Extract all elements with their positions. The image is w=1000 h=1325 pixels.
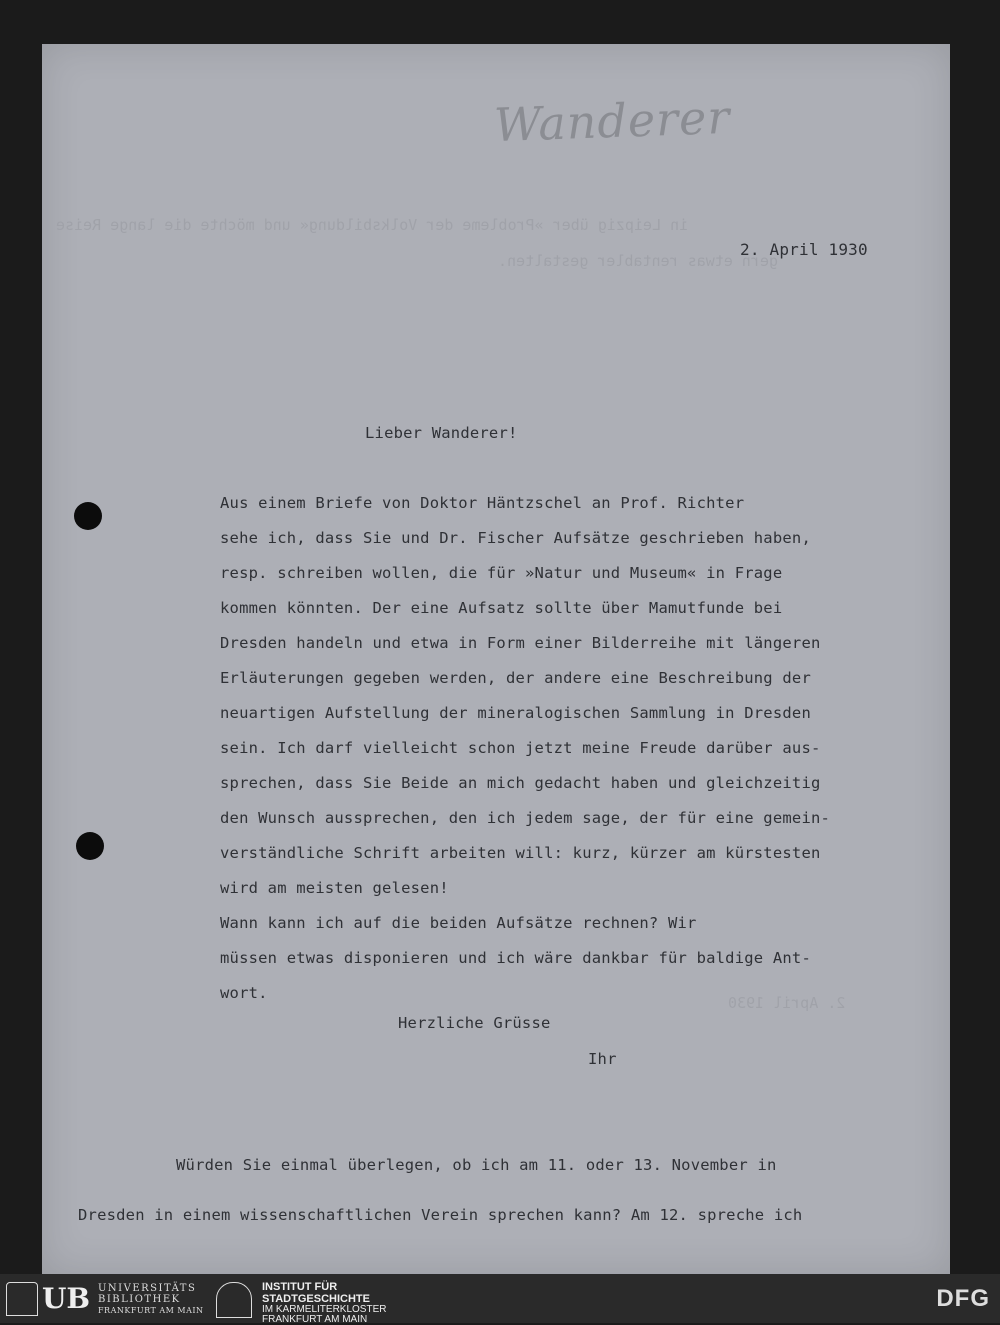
handwritten-name: Wanderer xyxy=(493,89,732,153)
body-line: sehe ich, dass Sie und Dr. Fischer Aufsätze geschrieben haben, xyxy=(220,529,811,547)
ub-line: FRANKFURT AM MAIN xyxy=(98,1306,204,1315)
body-line: sein. Ich darf vielleicht schon jetzt meine Freude darüber aus- xyxy=(220,739,821,757)
bleed-through-line: 2. April 1930 xyxy=(728,994,846,1012)
isg-line: INSTITUT FÜR xyxy=(262,1281,338,1293)
body-line: Erläuterungen gegeben werden, der andere eine Beschreibung der xyxy=(220,669,811,687)
body-line: Aus einem Briefe von Doktor Häntzschel an Prof. Richter xyxy=(220,494,745,512)
isg-line: IM KARMELITERKLOSTER xyxy=(262,1304,387,1315)
body-line: wird am meisten gelesen! xyxy=(220,879,449,897)
isg-line: FRANKFURT AM MAIN xyxy=(262,1314,368,1325)
ub-logo-letters: UB xyxy=(42,1282,91,1315)
body-line: verständliche Schrift arbeiten will: kurz, kürzer am kürstesten xyxy=(220,844,821,862)
letter-date: 2. April 1930 xyxy=(740,240,868,259)
punch-hole xyxy=(76,832,104,860)
isg-logo-text xyxy=(262,1281,386,1325)
body-line: neuartigen Aufstellung der mineralogischen Sammlung in Dresden xyxy=(220,704,811,722)
signoff: Ihr xyxy=(588,1050,617,1068)
footer-bar xyxy=(0,1274,1000,1323)
ub-line: BIBLIOTHEK xyxy=(98,1294,181,1305)
bleed-through-line: in Leipzig über »Probleme der Volksbildung« und möchte die lange Reise xyxy=(56,216,689,234)
body-line: resp. schreiben wollen, die für »Natur und Museum« in Frage xyxy=(220,564,783,582)
ub-seal-icon xyxy=(6,1282,38,1316)
body-line: wort. xyxy=(220,984,268,1002)
postscript-line: Dresden in einem wissenschaftlichen Verein sprechen kann? Am 12. spreche ich xyxy=(78,1206,803,1224)
body-line: sprechen, dass Sie Beide an mich gedacht haben und gleichzeitig xyxy=(220,774,821,792)
body-line: müssen etwas disponieren und ich wäre dankbar für baldige Ant- xyxy=(220,949,811,967)
dfg-logo: DFG xyxy=(936,1285,990,1312)
salutation: Lieber Wanderer! xyxy=(365,424,518,442)
body-line: Wann kann ich auf die beiden Aufsätze rechnen? Wir xyxy=(220,914,697,932)
ub-logo-text xyxy=(98,1283,204,1316)
closing: Herzliche Grüsse xyxy=(398,1014,551,1032)
bleed-through-line: gern etwas rentabler gestalten. xyxy=(498,252,778,270)
isg-line: STADTGESCHICHTE xyxy=(262,1293,370,1305)
punch-hole xyxy=(74,502,102,530)
isg-arch-icon xyxy=(216,1282,252,1318)
ub-line: UNIVERSITÄTS xyxy=(98,1283,197,1294)
body-line: Dresden handeln und etwa in Form einer Bilderreihe mit längeren xyxy=(220,634,821,652)
postscript-line: Würden Sie einmal überlegen, ob ich am 11. oder 13. November in xyxy=(176,1156,777,1174)
body-line: kommen könnten. Der eine Aufsatz sollte über Mamutfunde bei xyxy=(220,599,783,617)
letter-page xyxy=(42,44,950,1274)
body-line: den Wunsch aussprechen, den ich jedem sage, der für eine gemein- xyxy=(220,809,831,827)
